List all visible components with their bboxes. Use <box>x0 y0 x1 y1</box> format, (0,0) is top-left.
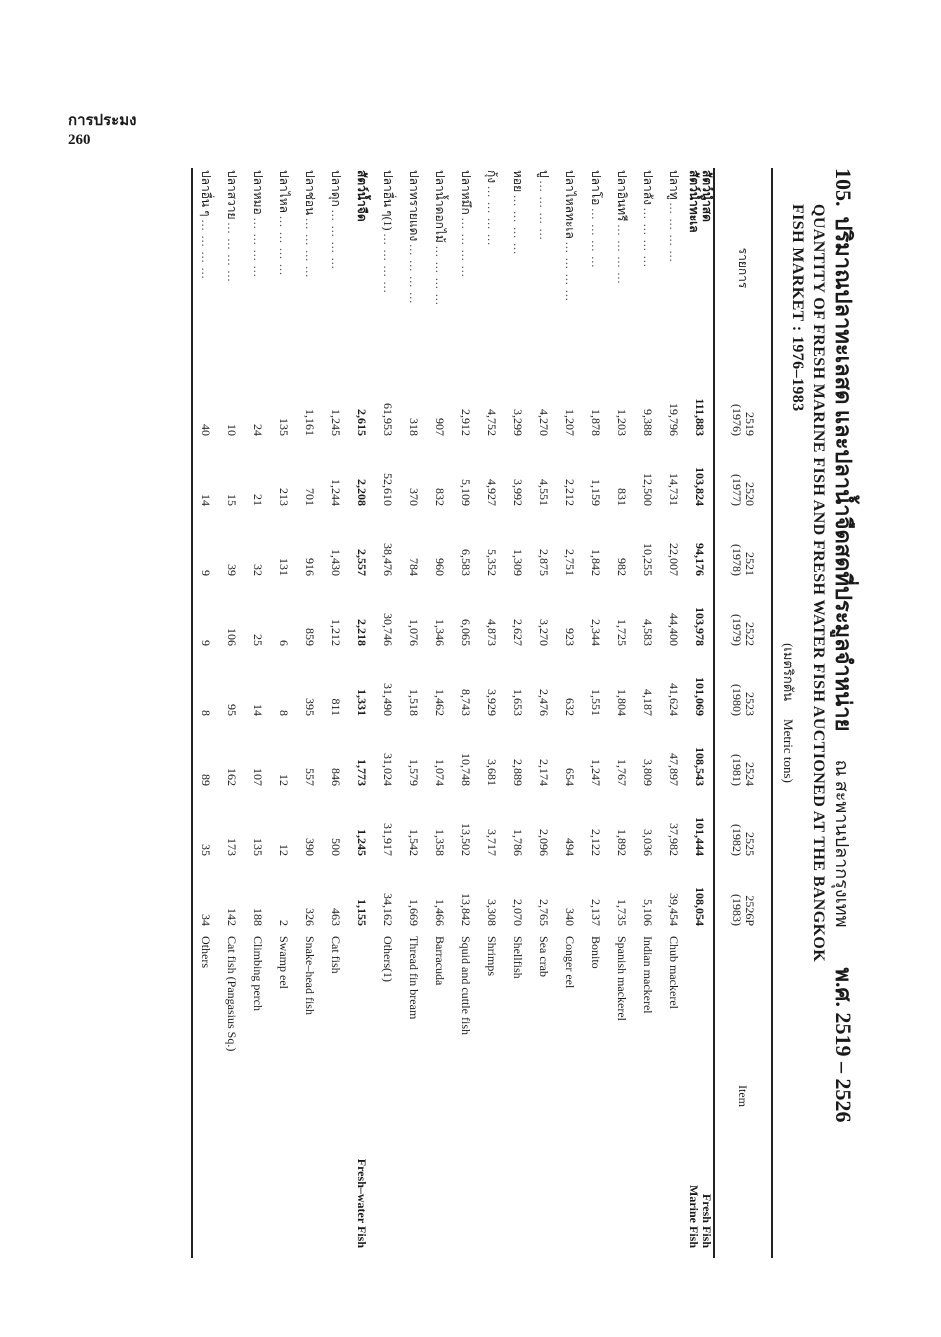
leader-dots: ... ... ... ... <box>381 233 396 294</box>
header-year: 2525 (1982) <box>730 824 757 856</box>
freshwater-row <box>219 168 245 1258</box>
header-year: 2526P (1983) <box>730 894 757 926</box>
marine-row <box>453 168 479 1258</box>
row-english-label: Cat fish <box>329 936 344 974</box>
marine-row <box>557 168 583 1258</box>
page-header <box>68 112 136 150</box>
row-english-label: Indian mackerel <box>641 936 656 1014</box>
row-thai-label: ปลาทรายแดง <box>407 170 422 242</box>
row-thai-label: ปลาหมอ <box>251 170 266 215</box>
value-cell: 47,897 <box>667 753 682 786</box>
freshwater-total: 2,218 <box>355 619 370 646</box>
table-number: 105. <box>831 168 856 207</box>
value-cell: 30,746 <box>381 613 396 646</box>
freshwater-total: 2,208 <box>355 479 370 506</box>
marine-row <box>583 168 609 1258</box>
value-cell: 15 <box>225 494 240 506</box>
row-thai-label: ปลาดุก <box>329 170 344 207</box>
value-cell: 1,725 <box>615 619 630 646</box>
row-english-label: Thread fin bream <box>407 936 422 1020</box>
value-cell: 3,717 <box>485 829 500 856</box>
value-cell: 3,992 <box>511 479 526 506</box>
value-cell: 1,669 <box>407 899 422 926</box>
value-cell: 1,245 <box>329 409 344 436</box>
rotated-table-stage <box>75 168 855 1258</box>
row-thai-label: ปลาสวาย <box>225 170 240 220</box>
freshwater-row <box>297 168 323 1258</box>
value-cell: 24 <box>251 424 266 436</box>
freshwater-en-label: Fresh–water Fish <box>355 1158 370 1248</box>
value-cell: 2,875 <box>537 549 552 576</box>
row-english-label: Snake–head fish <box>303 936 318 1015</box>
value-cell: 370 <box>407 488 422 506</box>
fresh-fish-thai-label: สัตว์น้ำสด <box>700 170 714 222</box>
value-cell: 6,065 <box>459 619 474 646</box>
row-english-label: Others(1) <box>381 936 396 982</box>
unit-english: Metric tons) <box>781 719 796 783</box>
value-cell: 14,731 <box>667 473 682 506</box>
row-thai-label: ปลาอินทรี <box>615 170 630 222</box>
value-cell: 9 <box>199 570 214 576</box>
value-cell: 832 <box>433 488 448 506</box>
value-cell: 14 <box>251 704 266 716</box>
page-section-label: การประมง <box>68 113 137 129</box>
marine-row <box>479 168 505 1258</box>
leader-dots: ... ... ... ... <box>251 217 266 278</box>
unit-thai: (เมตริกตัน <box>781 643 796 702</box>
value-cell: 8 <box>277 710 292 716</box>
freshwater-total: 1,773 <box>355 759 370 786</box>
title-thai-line <box>831 168 855 1258</box>
row-english-label: Bonito <box>589 936 604 969</box>
marine-total: 108,054 <box>693 887 708 926</box>
row-thai-label: ปลาลัง <box>641 170 656 205</box>
row-english-label: Shrimps <box>485 936 500 977</box>
value-cell: 3,929 <box>485 689 500 716</box>
value-cell: 41,624 <box>667 683 682 716</box>
value-cell: 173 <box>225 838 240 856</box>
row-thai-label: ปลาไหลทะเล <box>563 170 578 239</box>
header-year: 2519 (1976) <box>730 404 757 436</box>
value-cell: 95 <box>225 704 240 716</box>
value-cell: 13,502 <box>459 823 474 856</box>
value-cell: 1,518 <box>407 689 422 716</box>
value-cell: 12 <box>277 774 292 786</box>
value-cell: 1,786 <box>511 829 526 856</box>
value-cell: 1,462 <box>433 689 448 716</box>
value-cell: 907 <box>433 418 448 436</box>
value-cell: 13,842 <box>459 893 474 926</box>
marine-total: 103,824 <box>693 467 708 506</box>
value-cell: 2,889 <box>511 759 526 786</box>
value-cell: 1,346 <box>433 619 448 646</box>
row-english-label: Swamp eel <box>277 936 292 989</box>
value-cell: 35 <box>199 844 214 856</box>
row-english-label: Shellfish <box>511 936 526 979</box>
leader-dots: ... ... ... ... <box>407 244 422 305</box>
value-cell: 701 <box>303 488 318 506</box>
row-thai-label: ปู <box>537 170 552 178</box>
fresh-fish-en-label: Fresh Fish <box>700 1193 714 1248</box>
value-cell: 3,270 <box>537 619 552 646</box>
value-cell: 3,308 <box>485 899 500 926</box>
value-cell: 395 <box>303 698 318 716</box>
value-cell: 846 <box>329 768 344 786</box>
leader-dots: ... ... ... ... <box>485 186 500 247</box>
value-cell: 1,842 <box>589 549 604 576</box>
value-cell: 1,430 <box>329 549 344 576</box>
marine-row <box>635 168 661 1258</box>
leader-dots: ... ... ... ... <box>303 218 318 279</box>
value-cell: 2 <box>277 920 292 926</box>
row-thai-label: ปลาโอ <box>589 170 604 206</box>
freshwater-row <box>245 168 271 1258</box>
row-thai-label: ปลาทู <box>667 170 682 200</box>
value-cell: 2,174 <box>537 759 552 786</box>
value-cell: 3,681 <box>485 759 500 786</box>
value-cell: 3,036 <box>641 829 656 856</box>
value-cell: 21 <box>251 494 266 506</box>
row-thai-label: ปลาไหล <box>277 170 292 214</box>
value-cell: 4,873 <box>485 619 500 646</box>
freshwater-row <box>271 168 297 1258</box>
row-english-label: Others <box>199 936 214 968</box>
value-cell: 1,579 <box>407 759 422 786</box>
table-body <box>192 168 714 1258</box>
value-cell: 25 <box>251 634 266 646</box>
value-cell: 61,953 <box>381 403 396 436</box>
value-cell: 6 <box>277 640 292 646</box>
value-cell: 39 <box>225 564 240 576</box>
title-thai-text: ปริมาณปลาทะเลสด และปลาน้ำจืดสดที่ประมูลจำหน่าย <box>831 216 856 732</box>
value-cell: 2,344 <box>589 619 604 646</box>
leader-dots: ... ... ... ... <box>615 224 630 285</box>
freshwater-row <box>323 168 349 1258</box>
header-year: 2523 (1980) <box>730 684 757 716</box>
marine-total: 101,444 <box>693 817 708 856</box>
marine-row <box>531 168 557 1258</box>
value-cell: 1,892 <box>615 829 630 856</box>
value-cell: 135 <box>251 838 266 856</box>
value-cell: 2,070 <box>511 899 526 926</box>
value-cell: 5,109 <box>459 479 474 506</box>
marine-row <box>375 168 401 1258</box>
value-cell: 38,476 <box>381 543 396 576</box>
leader-dots: ... ... ... ... <box>433 245 448 306</box>
value-cell: 1,203 <box>615 409 630 436</box>
row-english-label: Cat fish (Pangasius Sq.) <box>225 936 240 1052</box>
row-thai-label: ปลาน้ำดอกไม้ <box>433 170 448 243</box>
data-table <box>191 168 773 1258</box>
value-cell: 557 <box>303 768 318 786</box>
leader-dots: ... ... ... ... <box>563 241 578 302</box>
value-cell: 14 <box>199 494 214 506</box>
row-thai-label: ปลาหมึก <box>459 170 474 215</box>
marine-total: 94,176 <box>693 543 708 576</box>
value-cell: 1,804 <box>615 689 630 716</box>
header-year: 2520 (1977) <box>730 474 757 506</box>
value-cell: 1,878 <box>589 409 604 436</box>
value-cell: 4,752 <box>485 409 500 436</box>
row-thai-label: หอย <box>511 170 526 193</box>
title-english-line2: FISH MARKET : 1976–1983 <box>789 204 806 412</box>
value-cell: 1,653 <box>511 689 526 716</box>
value-cell: 2,751 <box>563 549 578 576</box>
value-cell: 1,735 <box>615 899 630 926</box>
leader-dots: ... ... ... ... <box>667 202 682 263</box>
value-cell: 5,106 <box>641 899 656 926</box>
row-thai-label: กุ้ง <box>485 170 500 184</box>
value-cell: 1,358 <box>433 829 448 856</box>
leader-dots: ... ... ... ... <box>589 208 604 269</box>
value-cell: 31,917 <box>381 823 396 856</box>
value-cell: 31,490 <box>381 683 396 716</box>
value-cell: 2,476 <box>537 689 552 716</box>
marine-total: 111,883 <box>693 398 708 436</box>
marine-thai-label: สัตว์น้ำทะเล <box>687 170 701 233</box>
value-cell: 831 <box>615 488 630 506</box>
value-cell: 2,912 <box>459 409 474 436</box>
row-thai-label: ปลาช่อน <box>303 170 318 216</box>
value-cell: 37,982 <box>667 823 682 856</box>
freshwater-total: 2,615 <box>355 409 370 436</box>
value-cell: 1,074 <box>433 759 448 786</box>
value-cell: 3,299 <box>511 409 526 436</box>
value-cell: 1,159 <box>589 479 604 506</box>
value-cell: 2,137 <box>589 899 604 926</box>
value-cell: 107 <box>251 768 266 786</box>
value-cell: 52,610 <box>381 473 396 506</box>
value-cell: 12,500 <box>641 473 656 506</box>
freshwater-row <box>192 168 219 1258</box>
value-cell: 8 <box>199 710 214 716</box>
title-thai-location: ณ สะพานปลากรุงเทพ <box>832 759 852 928</box>
value-cell: 1,161 <box>303 409 318 436</box>
page-number: 260 <box>68 132 91 148</box>
marine-row <box>661 168 687 1258</box>
row-thai-label: ปลาอื่น ๆ <box>199 170 214 217</box>
value-cell: 859 <box>303 628 318 646</box>
value-cell: 34,162 <box>381 893 396 926</box>
marine-row <box>609 168 635 1258</box>
value-cell: 142 <box>225 908 240 926</box>
row-english-label: Barracuda <box>433 936 448 986</box>
value-cell: 1,542 <box>407 829 422 856</box>
value-cell: 4,187 <box>641 689 656 716</box>
value-cell: 6,583 <box>459 549 474 576</box>
value-cell: 19,796 <box>667 403 682 436</box>
value-cell: 1,207 <box>563 409 578 436</box>
value-cell: 654 <box>563 768 578 786</box>
value-cell: 2,627 <box>511 619 526 646</box>
header-thai-item: รายการ <box>736 247 751 289</box>
header-year: 2524 (1981) <box>730 754 757 786</box>
value-cell: 1,244 <box>329 479 344 506</box>
value-cell: 923 <box>563 628 578 646</box>
value-cell: 1,076 <box>407 619 422 646</box>
row-english-label: Climbing perch <box>251 936 266 1011</box>
value-cell: 1,212 <box>329 619 344 646</box>
value-cell: 3,809 <box>641 759 656 786</box>
value-cell: 10,748 <box>459 753 474 786</box>
leader-dots: ... ... ... ... <box>537 180 552 241</box>
value-cell: 463 <box>329 908 344 926</box>
unit-label <box>778 168 799 1258</box>
value-cell: 89 <box>199 774 214 786</box>
value-cell: 960 <box>433 558 448 576</box>
value-cell: 2,122 <box>589 829 604 856</box>
value-cell: 9,388 <box>641 409 656 436</box>
leader-dots: ... ... ... ... <box>199 219 214 280</box>
value-cell: 2,096 <box>537 829 552 856</box>
value-cell: 106 <box>225 628 240 646</box>
value-cell: 1,551 <box>589 689 604 716</box>
value-cell: 22,007 <box>667 543 682 576</box>
marine-total: 108,543 <box>693 747 708 786</box>
value-cell: 1,767 <box>615 759 630 786</box>
header-year: 2522 (1979) <box>730 614 757 646</box>
freshwater-thai-label: สัตว์น้ำจืด <box>355 170 370 222</box>
value-cell: 2,212 <box>563 479 578 506</box>
row-english-label: Spanish mackerel <box>615 936 630 1021</box>
value-cell: 213 <box>277 488 292 506</box>
freshwater-total: 2,557 <box>355 549 370 576</box>
value-cell: 9 <box>199 640 214 646</box>
leader-dots: ... ... ... ... <box>329 209 344 270</box>
freshwater-total: 1,155 <box>355 899 370 926</box>
freshwater-total: 1,331 <box>355 689 370 716</box>
marine-row <box>505 168 531 1258</box>
header-item: Item <box>736 1085 751 1107</box>
leader-dots: ... ... ... ... <box>511 195 526 256</box>
marine-row <box>427 168 453 1258</box>
value-cell: 4,551 <box>537 479 552 506</box>
value-cell: 326 <box>303 908 318 926</box>
value-cell: 494 <box>563 838 578 856</box>
freshwater-total: 1,245 <box>355 829 370 856</box>
row-english-label: Chub mackerel <box>667 936 682 1009</box>
value-cell: 318 <box>407 418 422 436</box>
value-cell: 135 <box>277 418 292 436</box>
leader-dots: ... ... ... ... <box>641 207 656 268</box>
leader-dots: ... ... ... ... <box>225 222 240 283</box>
value-cell: 31,024 <box>381 753 396 786</box>
value-cell: 4,270 <box>537 409 552 436</box>
header-year: 2521 (1978) <box>730 544 757 576</box>
value-cell: 44,400 <box>667 613 682 646</box>
value-cell: 5,352 <box>485 549 500 576</box>
marine-en-label: Marine Fish <box>687 1185 701 1248</box>
row-english-label: Conger eel <box>563 936 578 989</box>
value-cell: 2,765 <box>537 899 552 926</box>
value-cell: 40 <box>199 424 214 436</box>
value-cell: 188 <box>251 908 266 926</box>
leader-dots: ... ... ... ... <box>459 217 474 278</box>
value-cell: 8,743 <box>459 689 474 716</box>
value-cell: 1,247 <box>589 759 604 786</box>
value-cell: 34 <box>199 914 214 926</box>
leader-dots: ... ... ... ... <box>277 216 292 277</box>
value-cell: 10,255 <box>641 543 656 576</box>
value-cell: 500 <box>329 838 344 856</box>
title-thai-years: พ.ศ. 2519 – 2526 <box>831 967 856 1123</box>
value-cell: 1,466 <box>433 899 448 926</box>
marine-section-row <box>687 168 714 1258</box>
value-cell: 916 <box>303 558 318 576</box>
marine-total: 101,069 <box>693 677 708 716</box>
value-cell: 632 <box>563 698 578 716</box>
row-thai-label: ปลาอื่น ๆ(1) <box>381 170 396 231</box>
value-cell: 4,583 <box>641 619 656 646</box>
value-cell: 162 <box>225 768 240 786</box>
value-cell: 811 <box>329 698 344 716</box>
header-row <box>714 168 772 1258</box>
value-cell: 1,309 <box>511 549 526 576</box>
value-cell: 340 <box>563 908 578 926</box>
value-cell: 4,927 <box>485 479 500 506</box>
row-english-label: Squid and cuttle fish <box>459 936 474 1035</box>
row-english-label: Sea crab <box>537 936 552 977</box>
value-cell: 10 <box>225 424 240 436</box>
marine-row <box>401 168 427 1258</box>
value-cell: 390 <box>303 838 318 856</box>
value-cell: 784 <box>407 558 422 576</box>
value-cell: 39,454 <box>667 893 682 926</box>
freshwater-section-row <box>349 168 375 1258</box>
title-english-line1: QUANTITY OF FRESH MARINE FISH AND FRESH WATER FISH AUCTIONED AT THE BANGKOK <box>810 204 827 963</box>
value-cell: 32 <box>251 564 266 576</box>
value-cell: 982 <box>615 558 630 576</box>
value-cell: 131 <box>277 558 292 576</box>
marine-total: 103,978 <box>693 607 708 646</box>
value-cell: 12 <box>277 844 292 856</box>
